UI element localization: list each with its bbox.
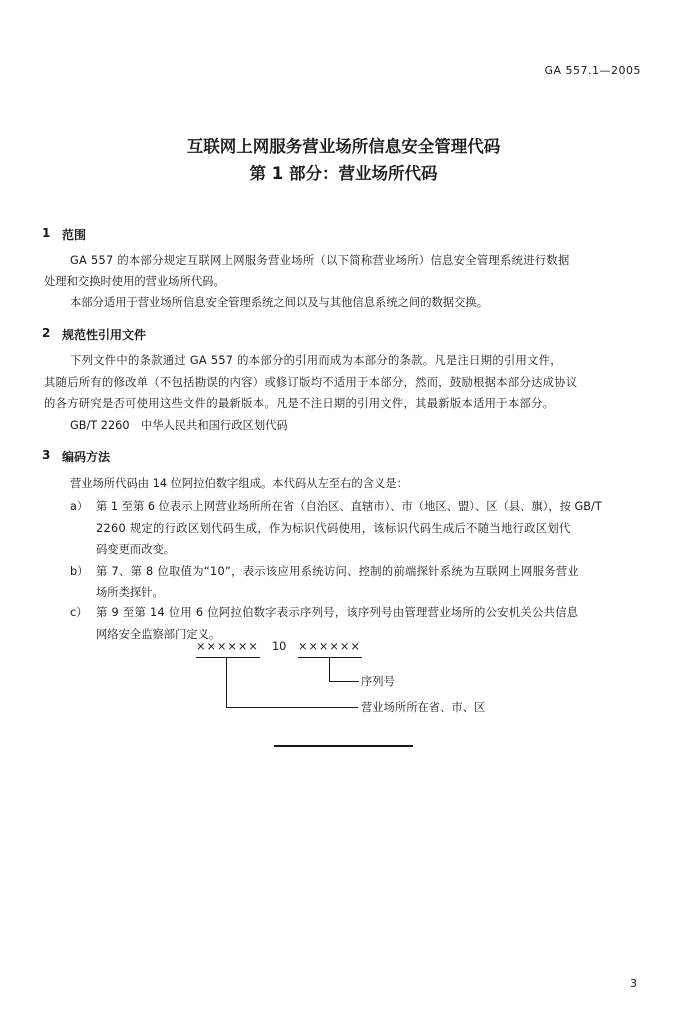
paragraph-line: 的各方研究是否可使用这些文件的最新版本。凡是不注日期的引用文件，其最新版本适用于本部分。 <box>44 397 555 410</box>
section-number: 1 <box>42 226 51 240</box>
paragraph-line: 营业场所代码由 14 位阿拉伯数字组成。本代码从左至右的含义是： <box>70 477 408 490</box>
fixed-code-digits: 10 <box>272 640 287 653</box>
serial-code-digits: ×××××× <box>298 640 361 653</box>
region-connector-vertical <box>226 658 227 708</box>
paragraph-line: 下列文件中的条款通过 GA 557 的本部分的引用而成为本部分的条款。凡是注日期的引用文件， <box>70 354 562 367</box>
region-code-digits: ×××××× <box>196 640 259 653</box>
section-number: 3 <box>42 448 51 462</box>
standard-number: GA 557.1—2005 <box>544 64 641 77</box>
section-number: 2 <box>42 326 51 340</box>
list-marker: a） <box>70 500 89 513</box>
serial-connector-horizontal <box>329 681 359 682</box>
document-title: 互联网上网服务营业场所信息安全管理代码 <box>186 137 501 156</box>
list-item-line: 第 1 至第 6 位表示上网营业场所所在省（自治区、直辖市）、市（地区、盟）、区（县、旗），按 GB/T <box>96 500 602 513</box>
list-item-line: 码变更而改变。 <box>96 543 176 556</box>
section-heading: 范围 <box>62 228 87 242</box>
region-label: 营业场所所在省、市、区 <box>361 701 486 714</box>
region-connector-horizontal <box>226 707 358 708</box>
end-rule <box>274 745 413 747</box>
list-item-line: 2260 规定的行政区划代码生成，作为标识代码使用，该标识代码生成后不随当地行政区划代 <box>96 522 571 535</box>
paragraph-line: 处理和交换时使用的营业场所代码。 <box>44 275 225 288</box>
list-marker: b） <box>70 565 89 578</box>
list-item-line: 第 9 至第 14 位用 6 位阿拉伯数字表示序列号，该序列号由管理营业场所的公安机关公共信息 <box>96 606 579 619</box>
section-heading: 规范性引用文件 <box>62 328 147 342</box>
section-heading: 编码方法 <box>62 450 111 464</box>
region-code-underline <box>196 657 260 658</box>
serial-number-label: 序列号 <box>361 675 395 688</box>
serial-code-underline <box>298 657 362 658</box>
serial-connector-vertical <box>329 658 330 682</box>
reference-entry: GB/T 2260 中华人民共和国行政区划代码 <box>70 419 288 432</box>
paragraph-line: 本部分适用于营业场所信息安全管理系统之间以及与其他信息系统之间的数据交换。 <box>70 296 488 309</box>
list-marker: c） <box>70 606 88 619</box>
page-number: 3 <box>630 977 637 990</box>
list-item-line: 第 7、第 8 位取值为“10”，表示该应用系统访问、控制的前端探针系统为互联网上网服务营业 <box>96 565 580 578</box>
paragraph-line: 其随后所有的修改单（不包括勘误的内容）或修订版均不适用于本部分，然而，鼓励根据本部分达成协议 <box>44 376 578 389</box>
list-item-line: 网络安全监察部门定义。 <box>96 628 221 641</box>
document-subtitle: 第 1 部分：营业场所代码 <box>249 164 438 183</box>
list-item-line: 场所类探针。 <box>96 586 164 599</box>
paragraph-line: GA 557 的本部分规定互联网上网服务营业场所（以下简称营业场所）信息安全管理系统进行数据 <box>70 254 570 267</box>
